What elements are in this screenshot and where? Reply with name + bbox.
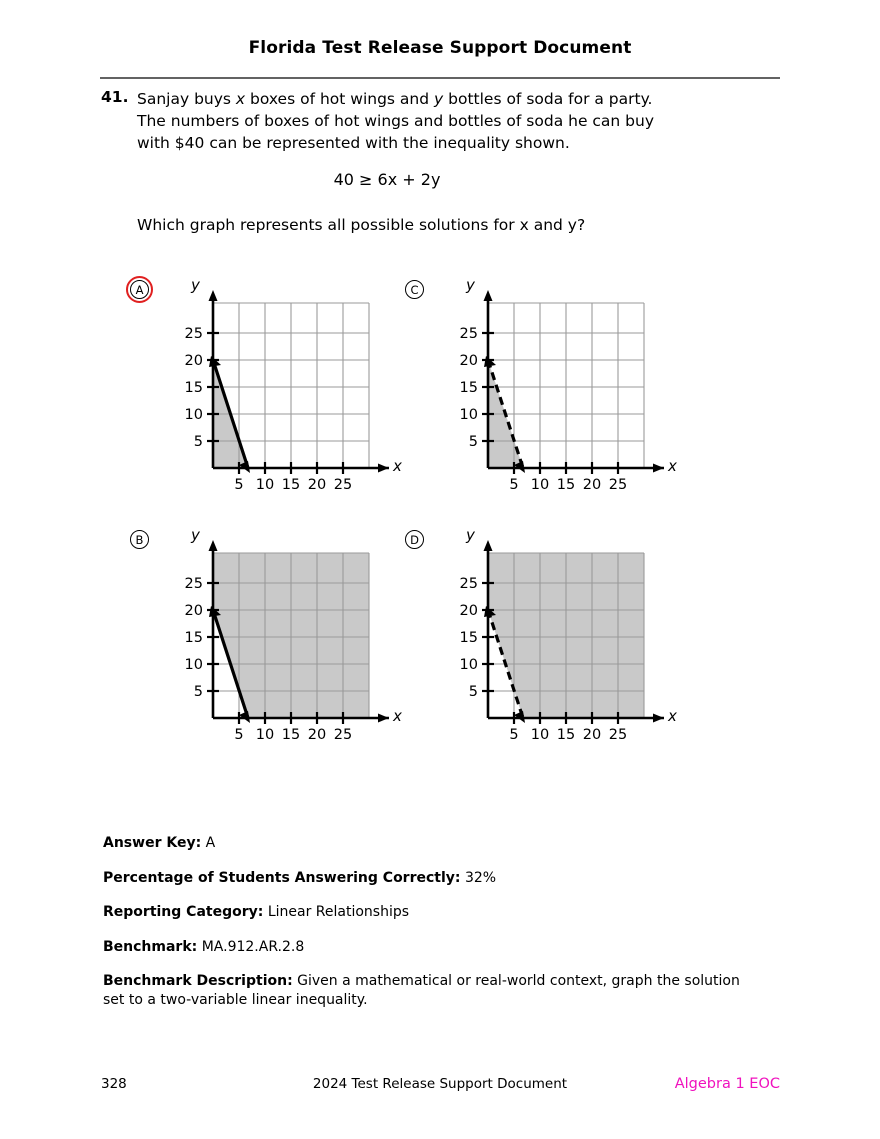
svg-text:15: 15 xyxy=(184,380,203,396)
x-axis-label-c: x xyxy=(668,457,677,475)
answer-key-row xyxy=(103,834,763,853)
y-axis-label-a: y xyxy=(191,276,200,294)
variable-x-1: x xyxy=(235,90,246,108)
question-line2: The numbers of boxes of hot wings and bottles of soda he can buy xyxy=(137,112,655,130)
svg-text:20: 20 xyxy=(582,727,602,741)
svg-text:25: 25 xyxy=(608,477,628,491)
svg-text:25: 25 xyxy=(333,477,353,491)
svg-text:20: 20 xyxy=(307,477,327,491)
svg-text:10: 10 xyxy=(459,407,478,423)
reporting-category-label: Reporting Category: xyxy=(103,904,264,920)
graph-d xyxy=(450,526,685,741)
question-prompt xyxy=(137,214,757,236)
svg-text:15: 15 xyxy=(459,630,478,646)
percentage-label: Percentage of Students Answering Correctly: xyxy=(103,870,461,886)
percentage-row xyxy=(103,869,763,888)
benchmark-description-value: Given a mathematical or real-world context, graph the solution set to a two-variable linear inequality. xyxy=(103,973,740,1008)
footer-document-title: 2024 Test Release Support Document xyxy=(312,1076,568,1092)
svg-text:25: 25 xyxy=(184,576,203,592)
graph-c xyxy=(450,276,685,491)
svg-text:10: 10 xyxy=(255,727,275,741)
prompt-question-mark: ? xyxy=(576,216,586,234)
question-line1-part3: bottles of soda for a party. xyxy=(443,90,653,108)
page-title: Florida Test Release Support Document xyxy=(248,38,632,58)
svg-text:25: 25 xyxy=(608,727,628,741)
question-stem xyxy=(137,88,757,154)
graph-c-svg xyxy=(450,276,685,491)
answer-key-value: A xyxy=(205,835,216,851)
benchmark-description-label: Benchmark Description: xyxy=(103,973,293,989)
x-axis-label-d: x xyxy=(668,707,677,725)
svg-text:5: 5 xyxy=(234,477,244,491)
graph-d-svg xyxy=(450,526,685,741)
svg-text:20: 20 xyxy=(459,603,478,619)
svg-text:5: 5 xyxy=(193,684,203,700)
graph-b-svg xyxy=(175,526,410,741)
percentage-value: 32% xyxy=(464,870,497,886)
footer-page-number: 328 xyxy=(101,1076,127,1092)
svg-text:10: 10 xyxy=(184,657,203,673)
svg-text:10: 10 xyxy=(184,407,203,423)
benchmark-label: Benchmark: xyxy=(103,939,198,955)
variable-y-2: y xyxy=(567,216,577,234)
x-axis-label-a: x xyxy=(393,457,402,475)
svg-text:5: 5 xyxy=(234,727,244,741)
choice-letter-c[interactable]: C xyxy=(405,280,424,299)
benchmark-value: MA.912.AR.2.8 xyxy=(201,939,305,955)
footer-course-label: Algebra 1 EOC xyxy=(674,1076,780,1092)
question-number: 41. xyxy=(101,88,129,106)
answer-key-label: Answer Key: xyxy=(103,835,202,851)
svg-text:10: 10 xyxy=(530,727,550,741)
graph-a xyxy=(175,276,410,491)
svg-text:5: 5 xyxy=(193,434,203,450)
x-axis-label-b: x xyxy=(393,707,402,725)
svg-text:20: 20 xyxy=(307,727,327,741)
y-axis-label-b: y xyxy=(191,526,200,544)
question-line1-part2: boxes of hot wings and xyxy=(245,90,435,108)
svg-text:25: 25 xyxy=(459,576,478,592)
svg-text:15: 15 xyxy=(281,477,301,491)
svg-text:5: 5 xyxy=(468,434,478,450)
svg-text:10: 10 xyxy=(530,477,550,491)
header-divider xyxy=(100,77,780,79)
graph-b xyxy=(175,526,410,741)
question-line1-part1: Sanjay buys xyxy=(137,90,236,108)
svg-text:5: 5 xyxy=(509,727,519,741)
prompt-part1: Which graph represents all possible solutions for xyxy=(137,216,520,234)
svg-text:10: 10 xyxy=(255,477,275,491)
svg-text:25: 25 xyxy=(459,326,478,342)
svg-text:15: 15 xyxy=(184,630,203,646)
svg-text:25: 25 xyxy=(184,326,203,342)
variable-x-2: x xyxy=(519,216,529,234)
svg-text:15: 15 xyxy=(281,727,301,741)
graph-a-svg xyxy=(175,276,410,491)
svg-text:10: 10 xyxy=(459,657,478,673)
svg-text:20: 20 xyxy=(184,353,203,369)
svg-text:20: 20 xyxy=(459,353,478,369)
reporting-category-value: Linear Relationships xyxy=(267,904,410,920)
y-axis-label-d: y xyxy=(466,526,475,544)
benchmark-row xyxy=(103,938,763,957)
y-axis-label-c: y xyxy=(466,276,475,294)
svg-text:15: 15 xyxy=(556,727,576,741)
svg-text:25: 25 xyxy=(333,727,353,741)
svg-text:20: 20 xyxy=(582,477,602,491)
prompt-and: and xyxy=(528,216,568,234)
choice-letter-d[interactable]: D xyxy=(405,530,424,549)
svg-text:5: 5 xyxy=(468,684,478,700)
variable-y-1: y xyxy=(434,90,444,108)
inequality-expression: 40 ≥ 6x + 2y xyxy=(333,170,441,189)
svg-text:15: 15 xyxy=(459,380,478,396)
choice-letter-a[interactable]: A xyxy=(130,280,149,299)
svg-text:15: 15 xyxy=(556,477,576,491)
svg-text:5: 5 xyxy=(509,477,519,491)
choice-letter-b[interactable]: B xyxy=(130,530,149,549)
svg-text:20: 20 xyxy=(184,603,203,619)
reporting-category-row xyxy=(103,903,763,922)
question-line3: with $40 can be represented with the inequality shown. xyxy=(137,134,570,152)
benchmark-description-row xyxy=(103,972,763,1010)
